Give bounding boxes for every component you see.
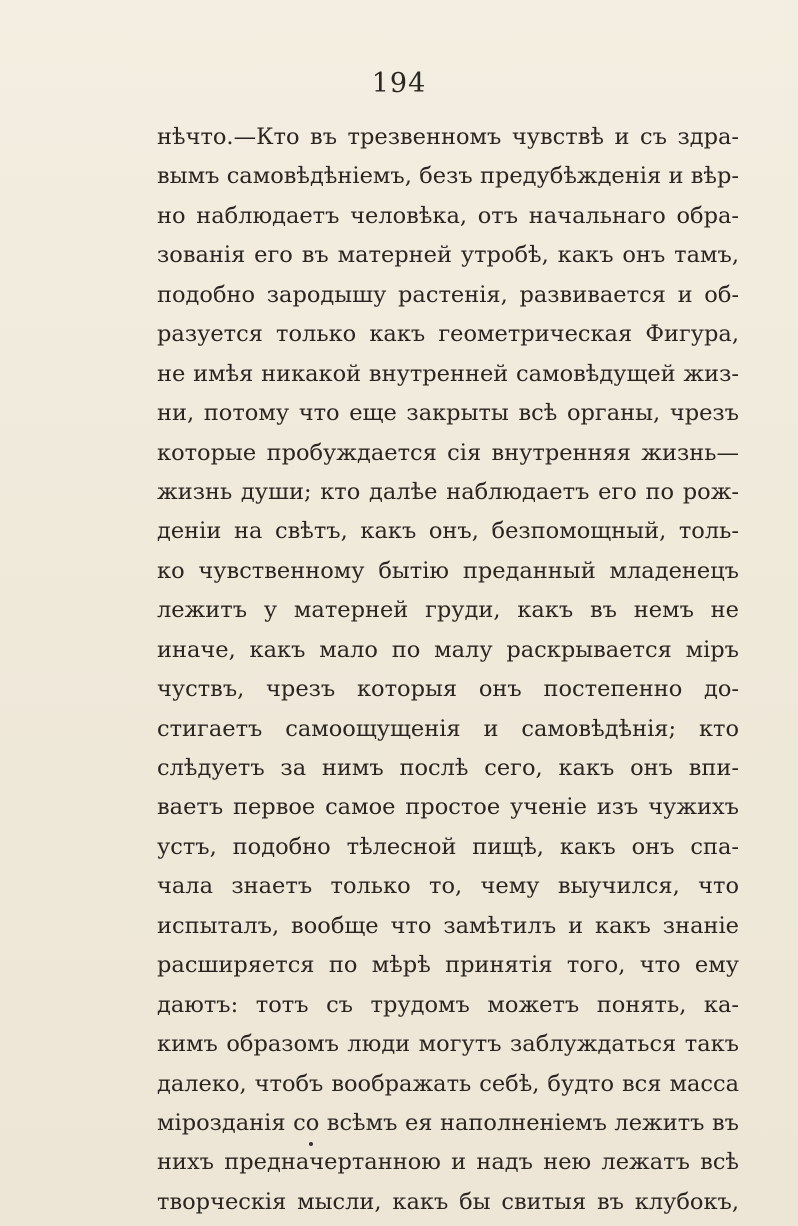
- text-line: стигаетъ самоощущенія и самовѣдѣнія; кто: [157, 715, 739, 742]
- text-line: чала знаетъ только то, чему выучился, что: [157, 873, 739, 900]
- text-line: не имѣя никакой внутренней самовѣдущей жиз-: [157, 360, 739, 387]
- text-line: деніи на свѣтъ, какъ онъ, безпомощный, толь-: [157, 518, 739, 545]
- text-line: нѣчто.—Кто въ трезвенномъ чувствѣ и съ здра-: [157, 124, 739, 150]
- text-line: чуствъ, чрезъ которыя онъ постепенно до-: [157, 676, 739, 703]
- text-line: далеко, чтобъ воображать себѣ, будто вся масса: [157, 1070, 739, 1097]
- text-line: иначе, какъ мало по малу раскрывается міръ: [157, 636, 739, 663]
- text-line: даютъ: тотъ съ трудомъ можетъ понять, ка-: [157, 991, 739, 1018]
- text-line: мірозданія со всѣмъ ея наполненіемъ лежитъ въ: [157, 1109, 739, 1136]
- text-line: разуется только какъ геометрическая Фигура,: [157, 321, 739, 348]
- text-line: ко чувственному бытію преданный младенецъ: [157, 557, 739, 584]
- text-line: испыталъ, вообще что замѣтилъ и какъ знаніе: [157, 912, 739, 939]
- text-line: творческія мысли, какъ бы свитыя въ клубокъ,: [157, 1188, 739, 1215]
- ink-speck: [309, 1142, 313, 1146]
- body-text: [157, 118, 739, 1222]
- text-line: кимъ образомъ люди могутъ заблуждаться такъ: [157, 1031, 739, 1058]
- page-number: 194: [371, 68, 427, 99]
- text-line: устъ, подобно тѣлесной пищѣ, какъ онъ спа-: [157, 833, 739, 860]
- text-line: зованія его въ матерней утробѣ, какъ онъ тамъ,: [157, 242, 739, 269]
- text-line: но наблюдаетъ человѣка, отъ начальнаго обра-: [157, 202, 739, 229]
- text-line: вымъ самовѣдѣніемъ, безъ предубѣжденія и вѣр-: [157, 163, 739, 190]
- text-line: жизнь души; кто далѣе наблюдаетъ его по рож-: [157, 478, 739, 505]
- text-line: которые пробуждается сія внутренняя жизнь—: [157, 439, 739, 466]
- text-line: слѣдуетъ за нимъ послѣ сего, какъ онъ впи-: [157, 755, 739, 781]
- text-line: ваетъ первое самое простое ученіе изъ чужихъ: [157, 794, 739, 821]
- text-line: расширяется по мѣрѣ принятія того, что ему: [157, 952, 739, 979]
- text-line: лежитъ у матерней груди, какъ въ немъ не: [157, 597, 739, 624]
- text-line: нихъ предначертанною и надъ нею лежатъ всѣ: [157, 1149, 739, 1176]
- text-line: подобно зародышу растенія, развивается и об-: [157, 281, 739, 308]
- text-line: ни, потому что еще закрыты всѣ органы, чрезъ: [157, 400, 739, 427]
